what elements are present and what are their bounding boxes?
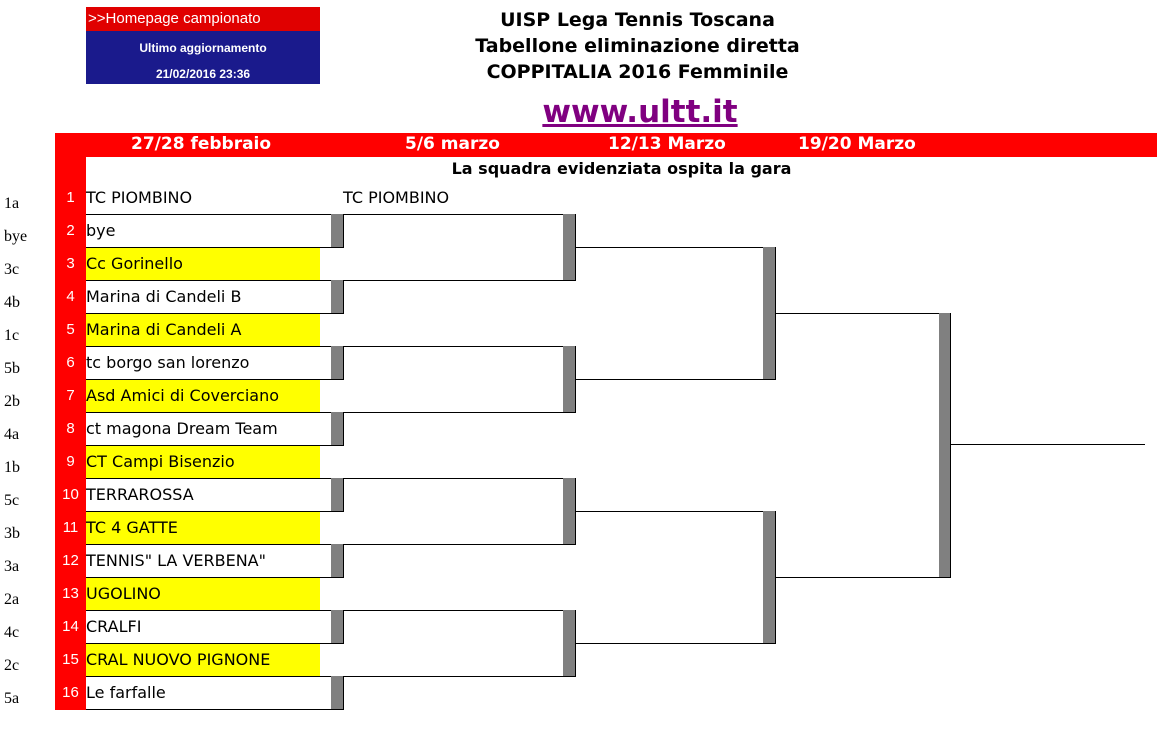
bracket-line — [86, 247, 344, 248]
bracket-line — [86, 313, 344, 314]
bracket-line — [86, 214, 344, 215]
bracket-line — [86, 280, 344, 281]
team-name: UGOLINO — [86, 578, 320, 610]
seed-label: 4b — [4, 294, 20, 311]
bracket-line — [775, 577, 950, 578]
bracket-connector — [331, 280, 343, 313]
title-line-2: Tabellone eliminazione diretta — [475, 35, 800, 57]
team-name: TERRAROSSA — [86, 485, 194, 504]
round-3-date: 12/13 Marzo — [608, 134, 726, 154]
seed-number: 16 — [62, 684, 79, 701]
bracket-line — [86, 544, 344, 545]
bracket-line — [86, 676, 344, 677]
team-name: CT Campi Bisenzio — [86, 446, 320, 478]
bracket-connector — [331, 478, 343, 511]
team-name: TC PIOMBINO — [86, 188, 193, 207]
bracket-line — [575, 643, 775, 644]
bracket-line — [86, 478, 344, 479]
seed-label: 2c — [4, 657, 20, 674]
team-name: tc borgo san lorenzo — [86, 353, 250, 372]
bracket-line — [950, 313, 951, 578]
team-name: Le farfalle — [86, 683, 166, 702]
title-line-1: UISP Lega Tennis Toscana — [500, 9, 775, 31]
last-update-label: Ultimo aggiornamento — [139, 41, 267, 55]
bracket-connector — [563, 346, 575, 412]
round-2-date: 5/6 marzo — [405, 134, 500, 154]
bracket-connector — [563, 214, 575, 280]
bracket-line — [86, 346, 344, 347]
bracket-connector — [763, 247, 775, 379]
seed-number: 15 — [62, 651, 79, 668]
team-name: TENNIS" LA VERBENA" — [86, 551, 266, 570]
seed-label: 3b — [4, 525, 20, 542]
bracket-line — [343, 544, 344, 578]
title-line-3: COPPITALIA 2016 Femminile — [486, 61, 789, 83]
bracket-line — [86, 412, 344, 413]
seed-number: 5 — [66, 321, 75, 338]
bracket-connector — [331, 346, 343, 379]
seed-label: 5a — [4, 690, 20, 707]
seed-label: 1c — [4, 327, 20, 344]
bracket-connector — [939, 313, 950, 577]
seed-number: 6 — [66, 354, 75, 371]
bracket-line — [86, 511, 344, 512]
website-link[interactable]: www.ultt.it — [542, 94, 738, 130]
bracket-connector — [331, 214, 343, 247]
bracket-line — [86, 709, 344, 710]
bracket-line — [575, 511, 775, 512]
seed-number: 1 — [66, 189, 75, 206]
seed-label: 3a — [4, 558, 20, 575]
team-name: CRALFI — [86, 617, 142, 636]
round-1-date: 27/28 febbraio — [131, 134, 272, 154]
host-note: La squadra evidenziata ospita la gara — [451, 159, 792, 178]
seed-label: 5c — [4, 492, 20, 509]
seed-number: 8 — [66, 420, 75, 437]
seed-number: 9 — [66, 453, 75, 470]
seed-number: 12 — [62, 552, 79, 569]
team-name: Marina di Candeli B — [86, 287, 242, 306]
team-name: Cc Gorinello — [86, 248, 320, 280]
bracket-line — [343, 214, 344, 248]
last-update-date: 21/02/2016 23:36 — [155, 67, 251, 81]
bracket-connector — [563, 478, 575, 544]
team-name: bye — [86, 221, 116, 240]
seed-number: 11 — [62, 519, 79, 536]
seed-label: 1a — [4, 195, 20, 212]
bracket-line — [343, 346, 344, 380]
bracket-line — [343, 412, 575, 413]
bracket-line — [575, 379, 775, 380]
seed-label: 3c — [4, 261, 20, 278]
seed-number: 3 — [66, 255, 75, 272]
seed-number: 14 — [62, 618, 79, 635]
bracket-line — [343, 346, 575, 347]
bracket-line — [343, 610, 575, 611]
update-box — [86, 7, 320, 84]
team-name: CRAL NUOVO PIGNONE — [86, 644, 320, 676]
bracket-connector — [331, 544, 343, 577]
bracket-line — [343, 478, 575, 479]
team-name: ct magona Dream Team — [86, 419, 278, 438]
bracket-line — [343, 610, 344, 644]
bracket-line — [343, 544, 575, 545]
bracket-line — [86, 643, 344, 644]
bracket-line — [86, 379, 344, 380]
round-2-winner-1: TC PIOMBINO — [343, 188, 450, 207]
bracket-line — [343, 280, 575, 281]
bracket-line — [343, 676, 344, 710]
seed-label: 4a — [4, 426, 20, 443]
homepage-link[interactable]: >>Homepage campionato — [86, 7, 320, 31]
seed-label: 2b — [4, 393, 20, 410]
bracket-line — [86, 610, 344, 611]
seed-label: 4c — [4, 624, 20, 641]
seed-label: 2a — [4, 591, 20, 608]
bracket-line — [775, 313, 950, 314]
bracket-line — [86, 577, 344, 578]
seed-number: 2 — [66, 222, 75, 239]
seed-label: 5b — [4, 360, 20, 377]
seed-number: 13 — [62, 585, 79, 602]
seed-number: 7 — [66, 387, 75, 404]
bracket-line — [343, 412, 344, 446]
bracket-connector — [563, 610, 575, 676]
team-name: Marina di Candeli A — [86, 314, 320, 346]
bracket-line — [343, 214, 575, 215]
bracket-line — [86, 445, 344, 446]
team-name: TC 4 GATTE — [86, 512, 320, 544]
seed-number: 10 — [62, 486, 79, 503]
round-4-date: 19/20 Marzo — [798, 134, 916, 154]
seed-label: 1b — [4, 459, 20, 476]
bracket-line — [343, 676, 575, 677]
bracket-line — [343, 478, 344, 512]
bracket-line — [343, 280, 344, 314]
seed-label: bye — [4, 228, 28, 245]
team-name: Asd Amici di Coverciano — [86, 380, 320, 412]
bracket-line — [575, 247, 775, 248]
bracket-connector — [763, 511, 775, 643]
bracket-connector — [331, 412, 343, 445]
final-line — [950, 444, 1145, 445]
seed-number: 4 — [66, 288, 75, 305]
bracket-connector — [331, 676, 343, 709]
bracket-connector — [331, 610, 343, 643]
